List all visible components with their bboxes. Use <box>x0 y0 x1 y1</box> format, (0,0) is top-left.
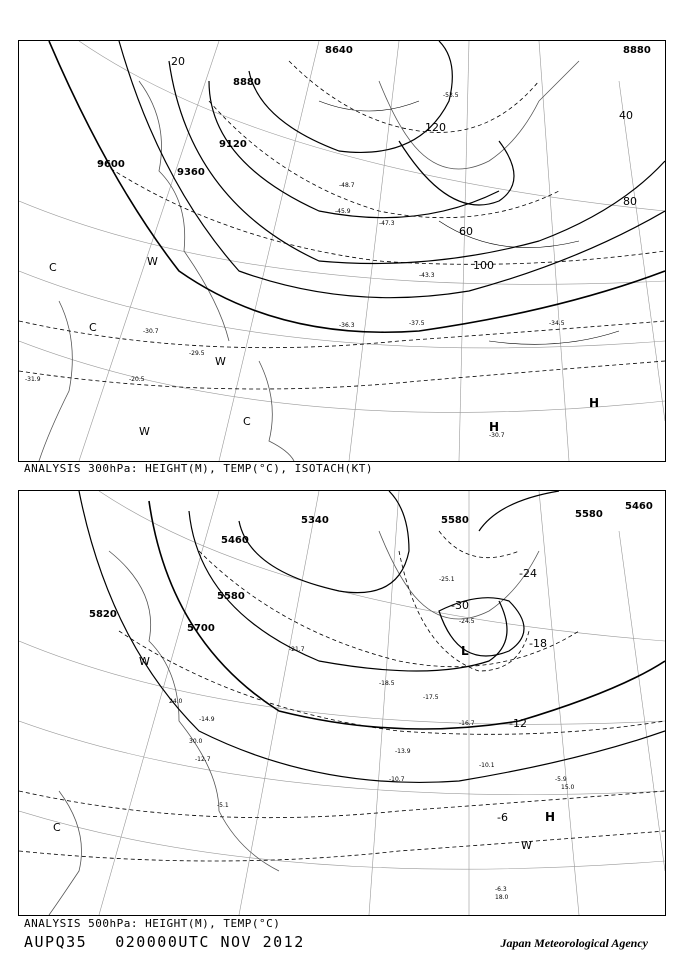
cold-center-symbol: C <box>53 821 61 834</box>
high-pressure-symbol: H <box>489 420 500 434</box>
station-obs: -10.7 <box>389 776 405 783</box>
height-label-5580-west: 5580 <box>217 591 245 602</box>
agency-credit: Japan Meteorological Agency <box>500 936 648 950</box>
station-obs: -18.5 <box>379 680 395 687</box>
station-obs: -30.7 <box>143 328 159 335</box>
temp-label-minus6: -6 <box>497 811 508 824</box>
map-500hpa-svg <box>19 491 665 915</box>
station-obs: -30.7 <box>489 432 505 439</box>
station-obs: -24.5 <box>459 618 475 625</box>
isotach-label-20: 20 <box>171 55 185 68</box>
temp-label-minus18: -18 <box>529 637 547 650</box>
height-label-9360: 9360 <box>177 167 205 178</box>
cold-center-symbol: C <box>243 415 251 428</box>
isotach-label-80: 80 <box>623 195 637 208</box>
warm-center-symbol: W <box>139 655 150 668</box>
height-label-5700: 5700 <box>187 623 215 634</box>
isotach-contours <box>319 101 619 344</box>
station-obs: 15.0 <box>561 784 575 791</box>
cold-center-symbol: C <box>89 321 97 334</box>
temp-label-minus30: -30 <box>451 599 469 612</box>
analysis-map-300hpa <box>18 40 666 462</box>
chart-identifier <box>24 933 333 951</box>
height-label-5580-east: 5580 <box>575 509 603 520</box>
station-obs: 24.0 <box>169 698 183 705</box>
isotherms <box>19 531 665 861</box>
station-obs: 18.0 <box>495 894 509 901</box>
station-obs: -47.3 <box>379 220 395 227</box>
isotach-label-40: 40 <box>619 109 633 122</box>
station-obs: -12.7 <box>195 756 211 763</box>
warm-center-symbol: W <box>521 839 532 852</box>
station-obs: -43.3 <box>419 272 435 279</box>
station-obs: -34.5 <box>549 320 565 327</box>
station-obs: -29.5 <box>189 350 205 357</box>
isotach-label-120: 120 <box>425 121 446 134</box>
warm-center-symbol: W <box>215 355 226 368</box>
station-obs: 30.0 <box>189 738 203 745</box>
height-label-5460-east: 5460 <box>625 501 653 512</box>
station-obs: -31.9 <box>25 376 41 383</box>
high-pressure-symbol: H <box>545 810 556 824</box>
station-obs: -13.9 <box>395 748 411 755</box>
station-obs: -17.5 <box>423 694 439 701</box>
height-label-9120: 9120 <box>219 139 247 150</box>
temp-label-minus12: -12 <box>509 717 527 730</box>
station-obs: -37.5 <box>409 320 425 327</box>
station-obs: -36.3 <box>339 322 355 329</box>
station-obs: -10.1 <box>479 762 495 769</box>
cold-center-symbol: C <box>49 261 57 274</box>
height-label-8640: 8640 <box>325 45 353 56</box>
lat-lon-grid <box>19 41 665 461</box>
height-label-5340: 5340 <box>301 515 329 526</box>
height-label-5820: 5820 <box>89 609 117 620</box>
high-pressure-symbol: H <box>589 396 600 410</box>
station-obs: -6.3 <box>495 886 507 893</box>
isotherms <box>19 61 665 389</box>
height-label-5580: 5580 <box>441 515 469 526</box>
station-obs: -25.1 <box>439 576 455 583</box>
station-obs: -14.9 <box>199 716 215 723</box>
caption-300hpa: ANALYSIS 300hPa: HEIGHT(M), TEMP(°C), ISOTACH(KT) <box>24 462 374 475</box>
height-label-9600: 9600 <box>97 159 125 170</box>
height-label-8880-east: 8880 <box>623 45 651 56</box>
coastlines <box>39 61 579 461</box>
height-label-5460: 5460 <box>221 535 249 546</box>
height-label-8880-west: 8880 <box>233 77 261 88</box>
analysis-map-500hpa <box>18 490 666 916</box>
lat-lon-grid <box>19 491 665 915</box>
warm-center-symbol: W <box>147 255 158 268</box>
valid-time: 020000UTC NOV 2012 <box>115 933 305 951</box>
station-obs: -16.7 <box>459 720 475 727</box>
station-obs: -5.9 <box>555 776 567 783</box>
station-obs: -20.5 <box>129 376 145 383</box>
isotach-label-100: 100 <box>473 259 494 272</box>
low-pressure-symbol: L <box>461 644 469 658</box>
isotach-label-60: 60 <box>459 225 473 238</box>
height-contours <box>79 491 665 782</box>
caption-500hpa: ANALYSIS 500hPa: HEIGHT(M), TEMP(°C) <box>24 917 281 930</box>
station-obs: -5.1 <box>217 802 229 809</box>
product-code: AUPQ35 <box>24 933 88 951</box>
station-obs: -53.5 <box>443 92 459 99</box>
station-obs: -45.9 <box>335 208 351 215</box>
map-300hpa-svg <box>19 41 665 461</box>
station-obs: -48.7 <box>339 182 355 189</box>
warm-center-symbol: W <box>139 425 150 438</box>
temp-label-minus24: -24 <box>519 567 537 580</box>
station-obs: -21.7 <box>289 646 305 653</box>
